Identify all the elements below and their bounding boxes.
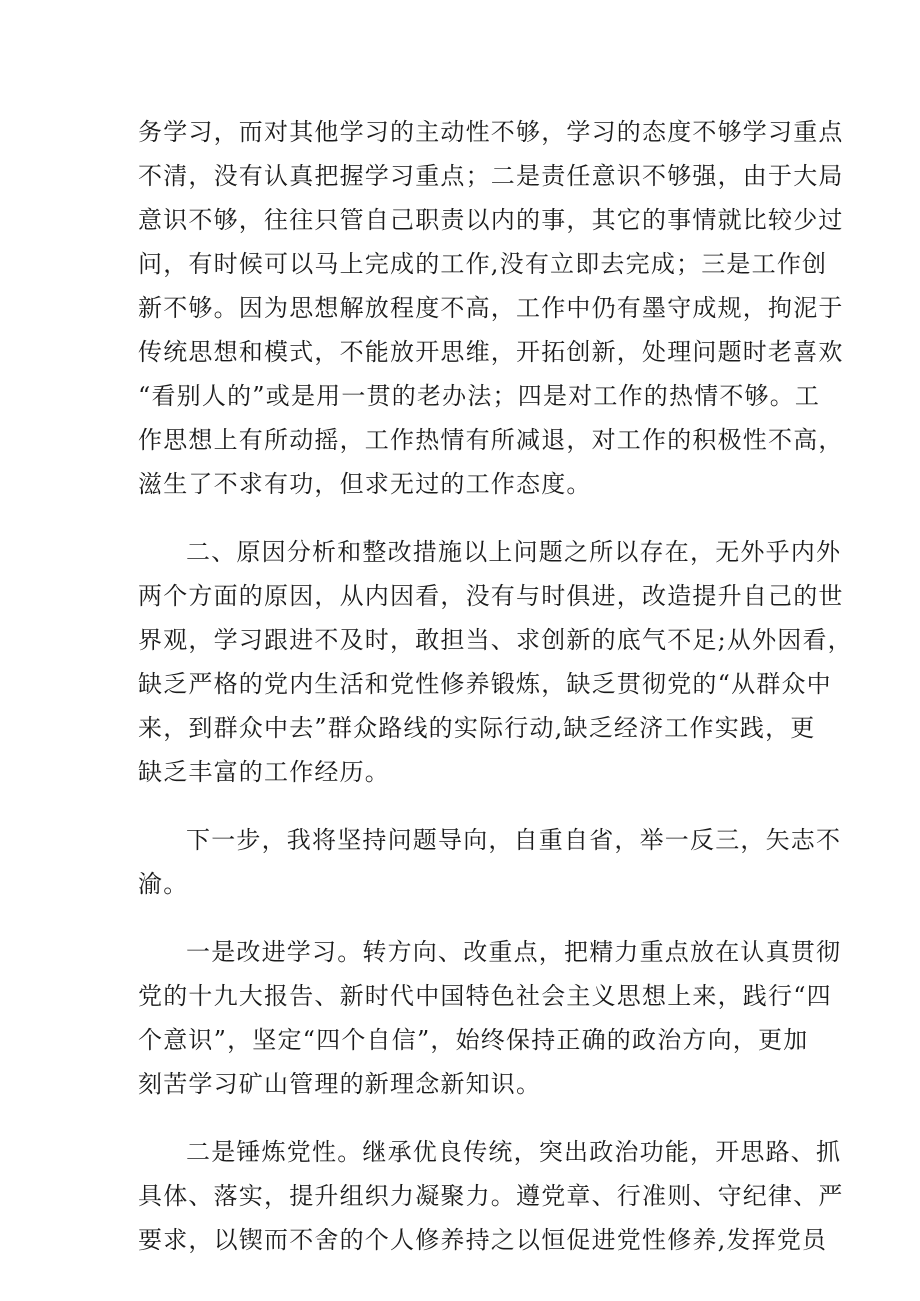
paragraph-first-line: 下一步，我将坚持问题导向，自重自省，举一反三，矢志不 (186, 826, 842, 854)
text-line: 个意识”，坚定“四个自信”，始终保持正确的政治方向，更加 (138, 1026, 809, 1054)
text-line: 党的十九大报告、新时代中国特色社会主义思想上来，践行“四 (138, 982, 832, 1010)
paragraph-gap (138, 794, 790, 818)
text-line: 传统思想和模式，不能放开思维，开拓创新，处理问题时老喜欢 (138, 338, 844, 366)
text-line: 刻苦学习矿山管理的新理念新知识。 (138, 1070, 542, 1098)
text-line: 务学习，而对其他学习的主动性不够，学习的态度不够学习重点 (138, 118, 844, 146)
paragraph-gap (138, 506, 790, 530)
text-line: 意识不够，往往只管自己职责以内的事，其它的事情就比较少过 (138, 206, 844, 234)
text-line: “看别人的”或是用一贯的老办法；四是对工作的热情不够。工 (138, 382, 821, 410)
text-line: 缺乏严格的党内生活和党性修养锻炼，缺乏贯彻党的“从群众中 (138, 670, 832, 698)
document-body (138, 110, 853, 1262)
text-line: 渝。 (138, 870, 189, 898)
text-line: 要求，以锲而不舍的个人修养持之以恒促进党性修养,发挥党员 (138, 1226, 828, 1254)
paragraph-first-line: 二是锤炼党性。继承优良传统，突出政治功能，开思路、抓 (186, 1138, 842, 1166)
text-line: 滋生了不求有功，但求无过的工作态度。 (138, 470, 592, 498)
paragraph-gap (138, 1106, 790, 1130)
text-line: 新不够。因为思想解放程度不高，工作中仍有墨守成规，拘泥于 (138, 294, 844, 322)
text-line: 问，有时候可以马上完成的工作,没有立即去完成；三是工作创 (138, 250, 828, 278)
paragraph-first-line: 一是改进学习。转方向、改重点，把精力重点放在认真贯彻 (186, 938, 842, 966)
text-line: 作思想上有所动摇，工作热情有所减退，对工作的积极性不高， (138, 426, 844, 454)
paragraph-first-line: 二、原因分析和整改措施以上问题之所以存在，无外乎内外 (186, 538, 842, 566)
paragraph-gap (138, 906, 790, 930)
text-line: 来，到群众中去”群众路线的实际行动,缺乏经济工作实践，更 (138, 714, 816, 742)
text-line: 缺乏丰富的工作经历。 (138, 758, 390, 786)
text-line: 界观，学习跟进不及时，敢担当、求创新的底气不足;从外因看， (138, 626, 853, 654)
text-line: 两个方面的原因，从内因看，没有与时俱进，改造提升自己的世 (138, 582, 844, 610)
text-line: 具体、落实，提升组织力凝聚力。遵党章、行准则、守纪律、严 (138, 1182, 844, 1210)
text-line: 不清，没有认真把握学习重点；二是责任意识不够强，由于大局 (138, 162, 844, 190)
